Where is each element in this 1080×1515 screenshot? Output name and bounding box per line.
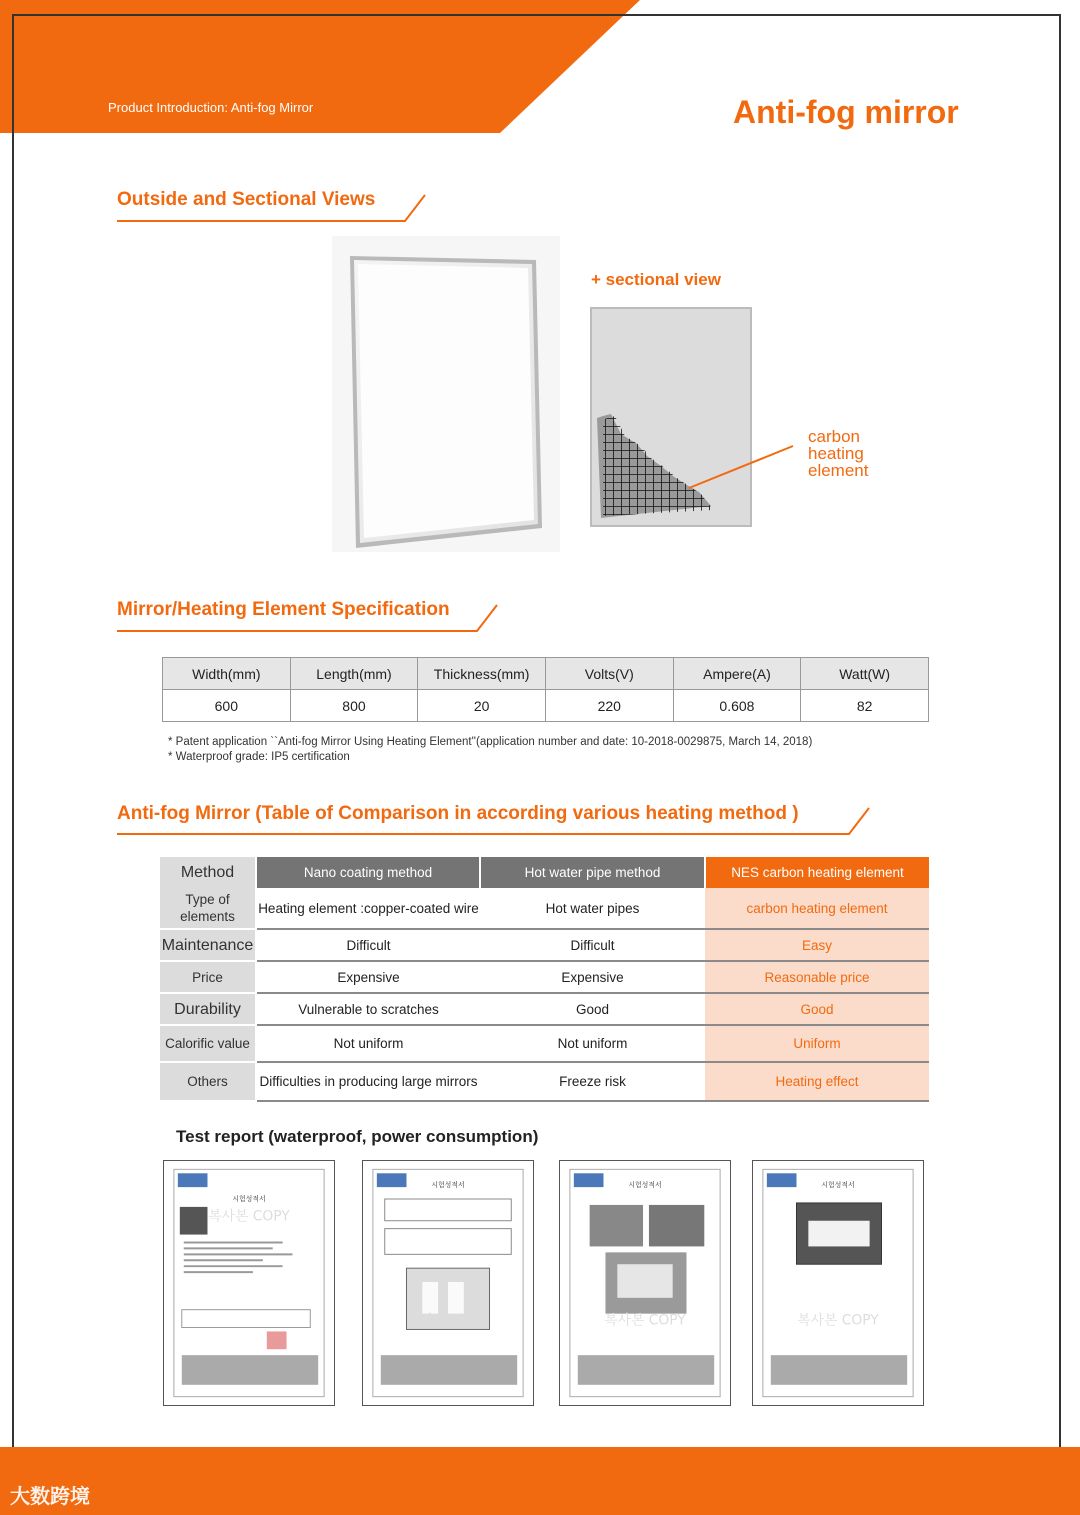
method-header: Method <box>160 857 256 888</box>
breadcrumb: Product Introduction: Anti-fog Mirror <box>108 100 314 115</box>
row-label: Durability <box>160 993 256 1025</box>
section-underline <box>117 806 877 838</box>
row-label: Calorific value <box>160 1025 256 1062</box>
svg-text:시험성적서: 시험성적서 <box>821 1181 855 1190</box>
carbon-label-line: element <box>808 461 869 480</box>
test-report-page-3 <box>559 1160 731 1406</box>
cell-hot-water: Good <box>480 993 705 1025</box>
cell-hot-water: Difficult <box>480 929 705 961</box>
svg-text:복사본 COPY: 복사본 COPY <box>797 1312 879 1329</box>
spec-header-row <box>163 658 929 690</box>
cell-nano: Expensive <box>256 961 480 993</box>
page-title: Anti-fog mirror <box>733 94 959 130</box>
spec-value-cell: 800 <box>290 690 418 722</box>
comparison-row <box>160 1062 929 1101</box>
carbon-heating-element-label <box>808 428 868 479</box>
note-waterproof: * Waterproof grade: IP5 certification <box>168 751 350 763</box>
cell-nes: Uniform <box>705 1025 929 1062</box>
carbon-label-line: carbon <box>808 427 860 446</box>
svg-text:복사본 COPY: 복사본 COPY <box>208 1208 290 1225</box>
test-report-page-4 <box>752 1160 924 1406</box>
cell-hot-water: Hot water pipes <box>480 888 705 929</box>
svg-text:복사본 COPY: 복사본 COPY <box>407 1312 489 1329</box>
comparison-row <box>160 961 929 993</box>
header-nano-coating: Nano coating method <box>256 857 480 888</box>
spec-value-cell: 220 <box>545 690 673 722</box>
row-label: Maintenance <box>160 929 256 961</box>
spec-header-cell: Length(mm) <box>290 658 418 690</box>
cell-nano: Heating element :copper-coated wire <box>256 888 480 929</box>
row-label: Price <box>160 961 256 993</box>
cell-nes: Good <box>705 993 929 1025</box>
footer-bar <box>0 1447 1080 1515</box>
spec-value-row <box>163 690 929 722</box>
svg-text:시험성적서: 시험성적서 <box>628 1181 662 1190</box>
row-label: Type of elements <box>160 888 256 929</box>
cell-nes: Easy <box>705 929 929 961</box>
cell-nano: Difficulties in producing large mirrors <box>256 1062 480 1101</box>
note-patent: * Patent application ``Anti-fog Mirror Using Heating Element''(application number and date: 10-2018-0029875, March 14, 2018) <box>168 736 813 748</box>
comparison-header-row <box>160 857 929 888</box>
section-underline <box>117 193 429 225</box>
test-report-page-2 <box>362 1160 534 1406</box>
cell-hot-water: Expensive <box>480 961 705 993</box>
cell-nano: Vulnerable to scratches <box>256 993 480 1025</box>
test-report-title: Test report (waterproof, power consumption) <box>176 1127 539 1146</box>
spec-header-cell: Width(mm) <box>163 658 291 690</box>
comparison-row <box>160 1025 929 1062</box>
spec-header-cell: Watt(W) <box>801 658 929 690</box>
cell-nes: carbon heating element <box>705 888 929 929</box>
spec-notes <box>168 735 812 765</box>
cell-nano: Not uniform <box>256 1025 480 1062</box>
spec-value-cell: 20 <box>418 690 546 722</box>
section-heading-spec: Mirror/Heating Element Specification <box>117 599 450 620</box>
row-label: Others <box>160 1062 256 1101</box>
cell-hot-water: Freeze risk <box>480 1062 705 1101</box>
sectional-view-image <box>589 306 809 528</box>
mirror-photo <box>332 236 560 552</box>
spec-header-cell: Thickness(mm) <box>418 658 546 690</box>
watermark: 大数跨境 <box>10 1486 90 1508</box>
cell-hot-water: Not uniform <box>480 1025 705 1062</box>
comparison-row <box>160 888 929 929</box>
section-heading-comparison: Anti-fog Mirror (Table of Comparison in according various heating method ) <box>117 803 799 824</box>
cell-nes: Heating effect <box>705 1062 929 1101</box>
spec-header-cell: Ampere(A) <box>673 658 801 690</box>
spec-value-cell: 600 <box>163 690 291 722</box>
header-hot-water-pipe: Hot water pipe method <box>480 857 705 888</box>
spec-header-cell: Volts(V) <box>545 658 673 690</box>
test-report-page-1 <box>163 1160 335 1406</box>
cell-nes: Reasonable price <box>705 961 929 993</box>
svg-text:복사본 COPY: 복사본 COPY <box>604 1312 686 1329</box>
spec-value-cell: 0.608 <box>673 690 801 722</box>
svg-text:시험성적서: 시험성적서 <box>232 1194 266 1203</box>
section-underline <box>117 603 501 635</box>
comparison-table <box>160 857 929 1102</box>
svg-text:시험성적서: 시험성적서 <box>431 1181 465 1190</box>
cell-nano: Difficult <box>256 929 480 961</box>
spec-table <box>162 657 929 722</box>
spec-value-cell: 82 <box>801 690 929 722</box>
comparison-row <box>160 993 929 1025</box>
carbon-label-line: heating <box>808 444 864 463</box>
sectional-view-label: + sectional view <box>591 270 721 289</box>
comparison-row <box>160 929 929 961</box>
header-nes-carbon: NES carbon heating element <box>705 857 929 888</box>
section-heading-outside: Outside and Sectional Views <box>117 189 376 210</box>
